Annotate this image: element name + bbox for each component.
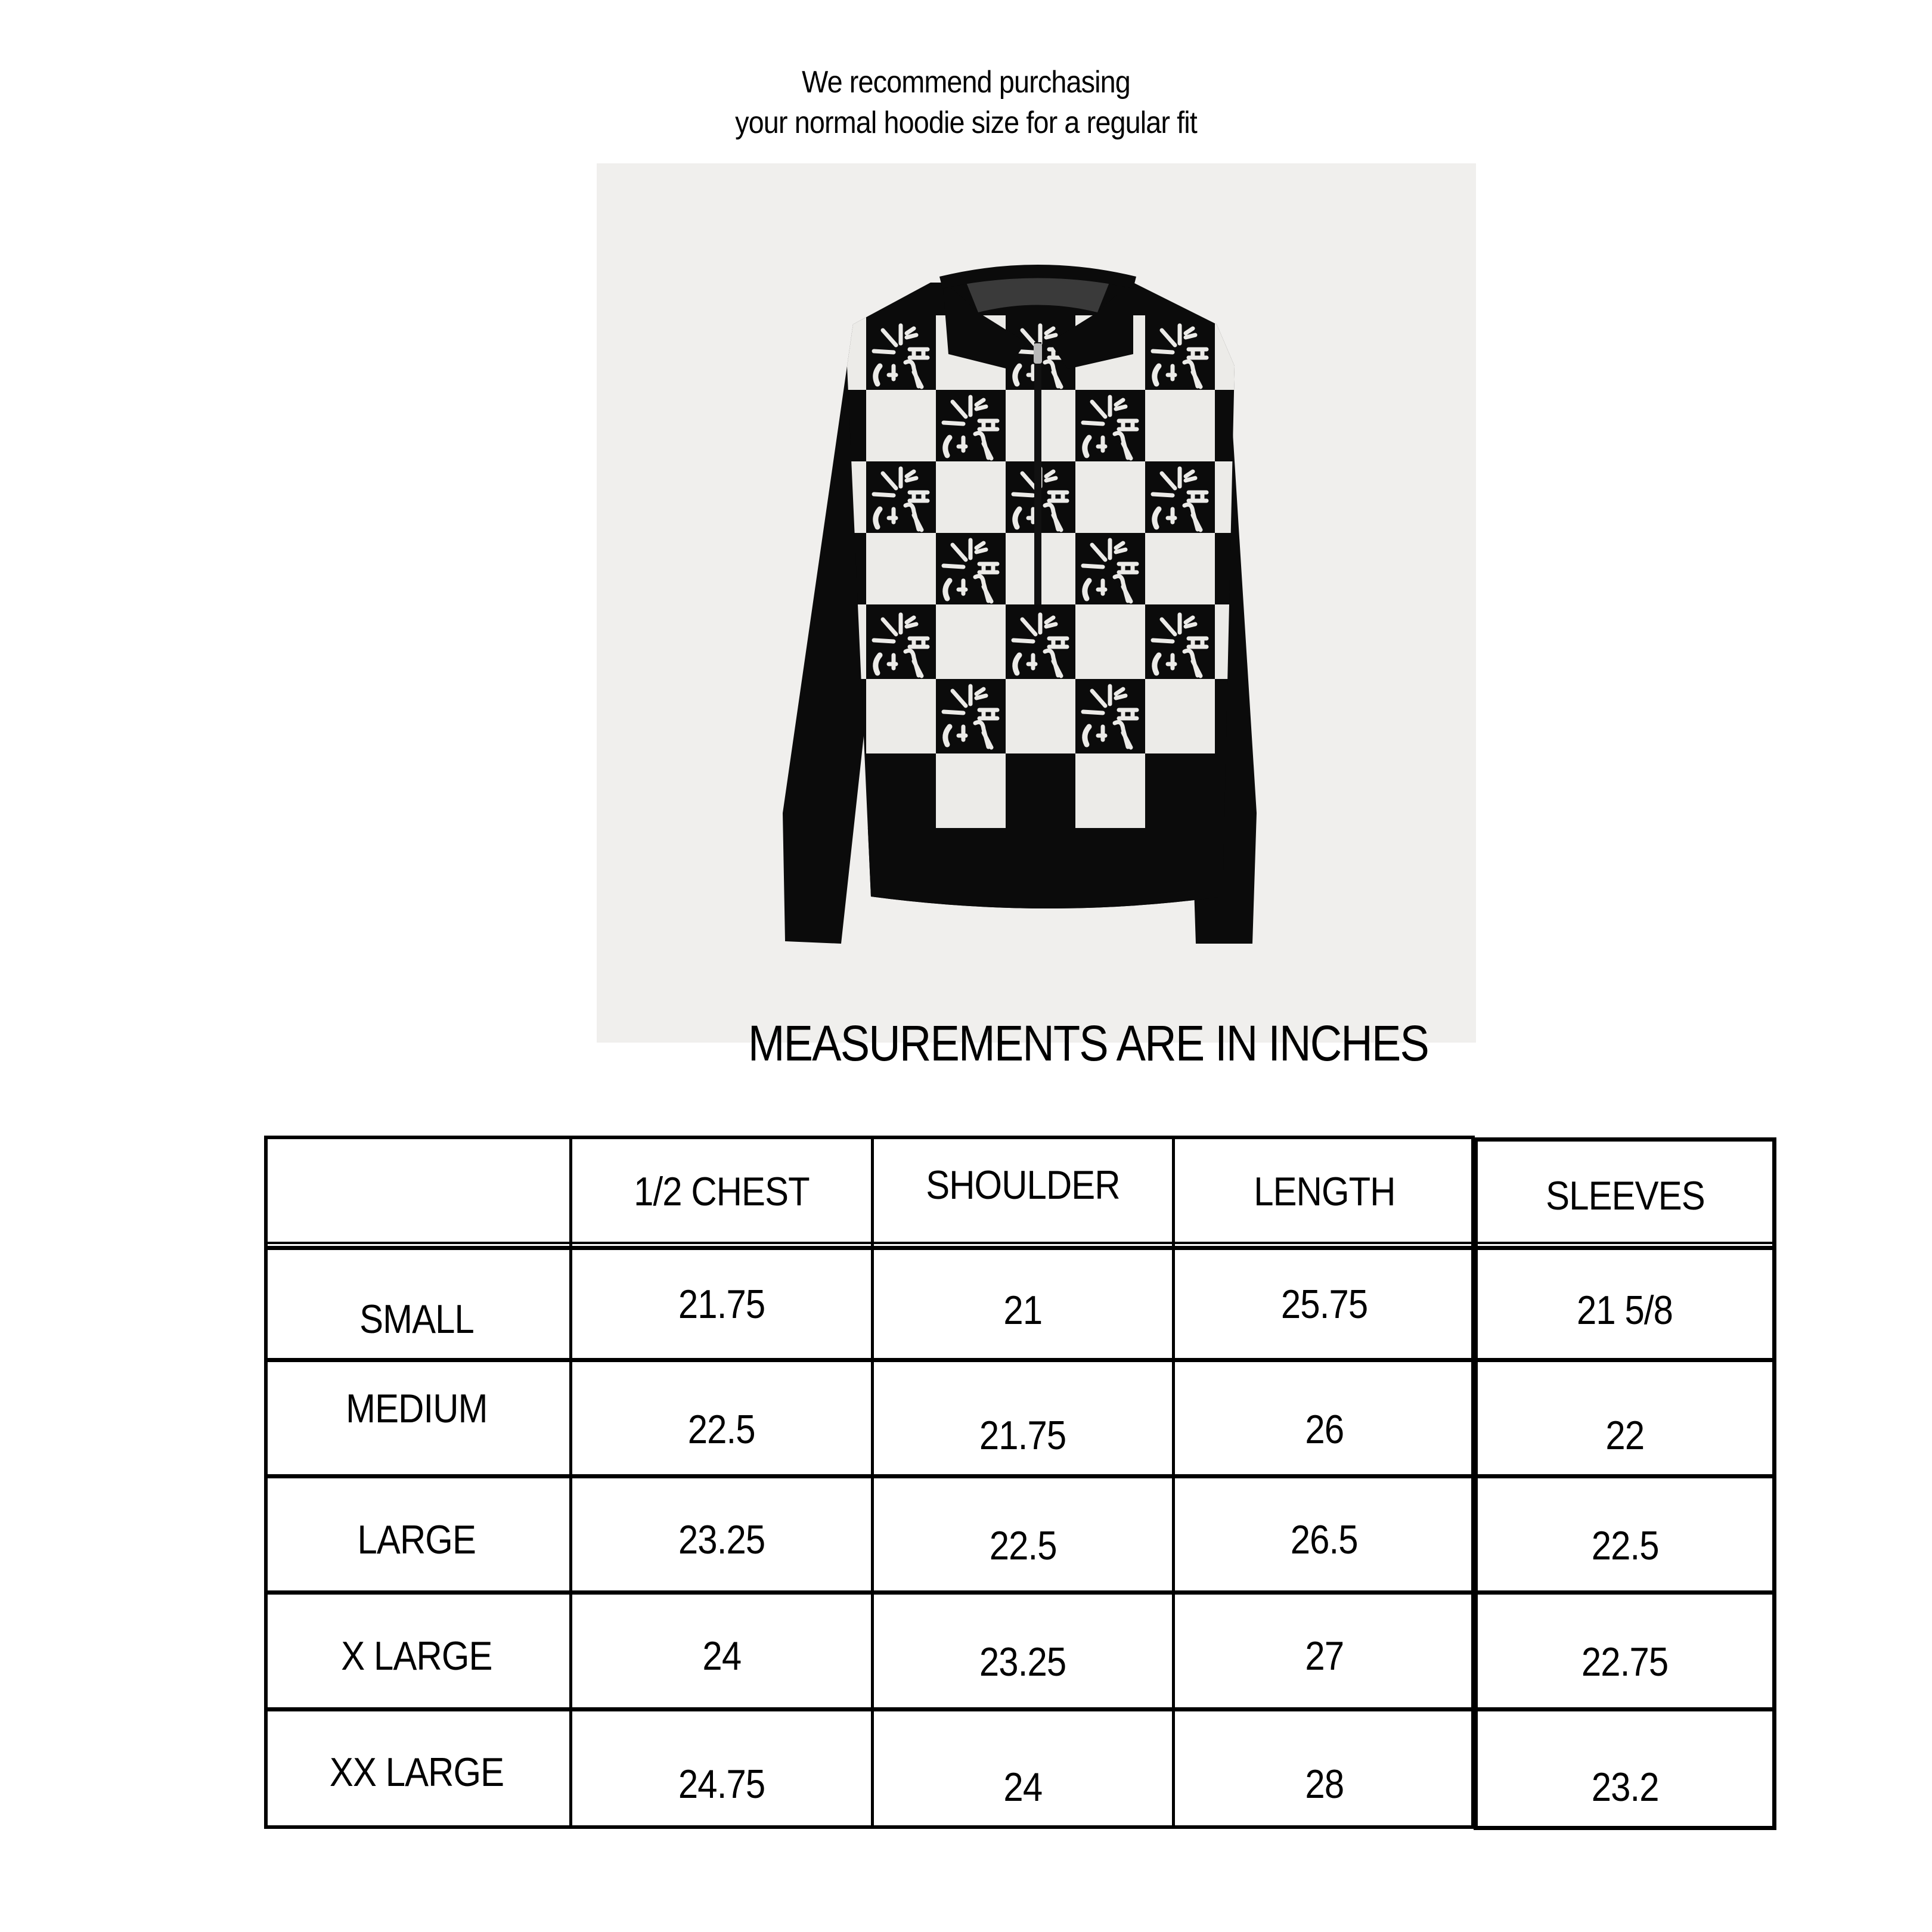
cell-large-chest: 23.25 [678, 1517, 765, 1562]
header-length: LENGTH [1253, 1168, 1395, 1214]
header-chest: 1/2 CHEST [634, 1168, 810, 1214]
cell-medium-length: 26 [1305, 1406, 1344, 1452]
header-sleeves: SLEEVES [1545, 1173, 1705, 1218]
cell-xl-shoulder: 23.25 [979, 1639, 1066, 1685]
cell-large-length: 26.5 [1291, 1517, 1358, 1562]
cell-xxl-chest: 24.75 [678, 1761, 765, 1807]
header-shoulder: SHOULDER [926, 1162, 1120, 1208]
recommendation-line-2: your normal hoodie size for a regular fit [735, 106, 1197, 140]
cell-small-length: 25.75 [1280, 1281, 1368, 1327]
measurements-heading: MEASUREMENTS ARE IN INCHES [748, 1015, 1428, 1071]
cell-medium-shoulder: 21.75 [979, 1412, 1066, 1458]
product-image [597, 163, 1476, 1043]
cell-xxl-sleeves: 23.2 [1591, 1764, 1659, 1810]
cell-medium-sleeves: 22 [1605, 1412, 1645, 1458]
cell-large-sleeves: 22.5 [1591, 1522, 1659, 1568]
cell-medium-chest: 22.5 [688, 1406, 755, 1452]
size-medium: MEDIUM [346, 1385, 488, 1431]
sweater-illustration [597, 163, 1476, 1043]
cell-xxl-length: 28 [1305, 1761, 1344, 1807]
cell-small-shoulder: 21 [1003, 1287, 1043, 1333]
recommendation-line-1: We recommend purchasing [802, 65, 1130, 100]
size-large: LARGE [357, 1517, 476, 1562]
cell-small-chest: 21.75 [678, 1281, 765, 1327]
cell-xl-chest: 24 [702, 1633, 741, 1679]
size-x-large: X LARGE [341, 1633, 492, 1679]
cell-xl-length: 27 [1305, 1633, 1344, 1679]
fit-recommendation [0, 62, 1932, 143]
cell-small-sleeves: 21 5/8 [1577, 1287, 1673, 1333]
cell-xxl-shoulder: 24 [1003, 1764, 1043, 1810]
size-xx-large: XX LARGE [329, 1749, 504, 1795]
header-corner [264, 1139, 569, 1243]
size-small: SMALL [359, 1296, 474, 1342]
cell-large-shoulder: 22.5 [989, 1522, 1057, 1568]
cell-xl-sleeves: 22.75 [1581, 1639, 1669, 1685]
